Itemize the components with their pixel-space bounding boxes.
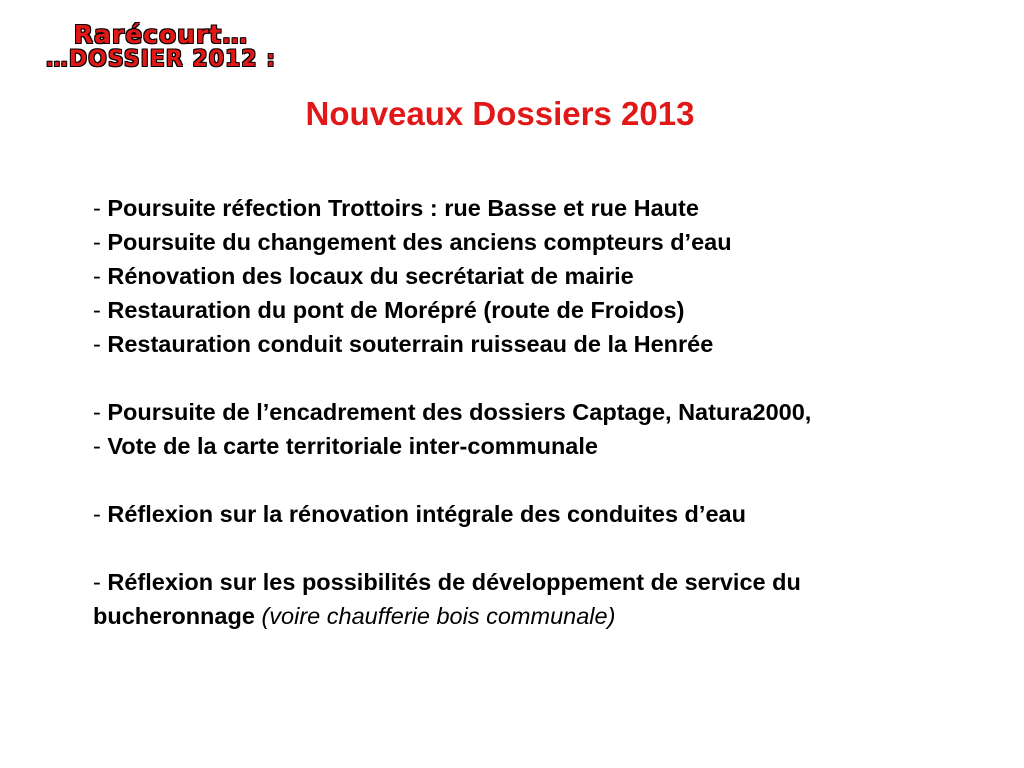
list-item-text-bold: bucheronnage — [93, 603, 255, 629]
list-item — [93, 429, 993, 463]
list-item-text: Restauration du pont de Morépré (route de Froidos) — [107, 297, 685, 323]
list-item-text: Poursuite de l’encadrement des dossiers Captage, Natura2000, — [107, 399, 812, 425]
list-item-note: (voire chaufferie bois communale) — [261, 603, 616, 629]
list-item — [93, 395, 993, 429]
list-item-continuation — [93, 599, 993, 633]
list-dash: - — [93, 229, 108, 255]
list-item-text: Réflexion sur les possibilités de développement de service du — [107, 569, 801, 595]
list-dash: - — [93, 501, 108, 527]
header-title-line1: Rarécourt… — [73, 20, 249, 49]
list-dash: - — [93, 195, 108, 221]
spacer — [93, 531, 993, 565]
list-item-text: Rénovation des locaux du secrétariat de mairie — [107, 263, 634, 289]
list-dash: - — [93, 331, 108, 357]
list-dash: - — [93, 263, 108, 289]
list-item-text: Restauration conduit souterrain ruisseau de la Henrée — [107, 331, 714, 357]
list-item — [93, 293, 993, 327]
list-dash: - — [93, 399, 108, 425]
list-item — [93, 191, 993, 225]
list-item-text: Poursuite réfection Trottoirs : rue Basse et rue Haute — [107, 195, 699, 221]
list-item — [93, 327, 993, 361]
header-title-line2: …DOSSIER 2012 : — [45, 47, 277, 72]
header-block — [0, 22, 300, 71]
list-item-text: Vote de la carte territoriale inter-communale — [107, 433, 598, 459]
list-dash: - — [93, 569, 108, 595]
list-item-text: Réflexion sur la rénovation intégrale des conduites d’eau — [107, 501, 746, 527]
spacer — [93, 361, 993, 395]
list-item — [93, 565, 993, 599]
list-dash: - — [93, 433, 108, 459]
list-dash: - — [93, 297, 108, 323]
list-item — [93, 225, 993, 259]
content-list — [93, 191, 993, 633]
list-item — [93, 259, 993, 293]
spacer — [93, 463, 993, 497]
slide-title: Nouveaux Dossiers 2013 — [305, 95, 695, 132]
list-item-text: Poursuite du changement des anciens compteurs d’eau — [107, 229, 732, 255]
list-item — [93, 497, 993, 531]
